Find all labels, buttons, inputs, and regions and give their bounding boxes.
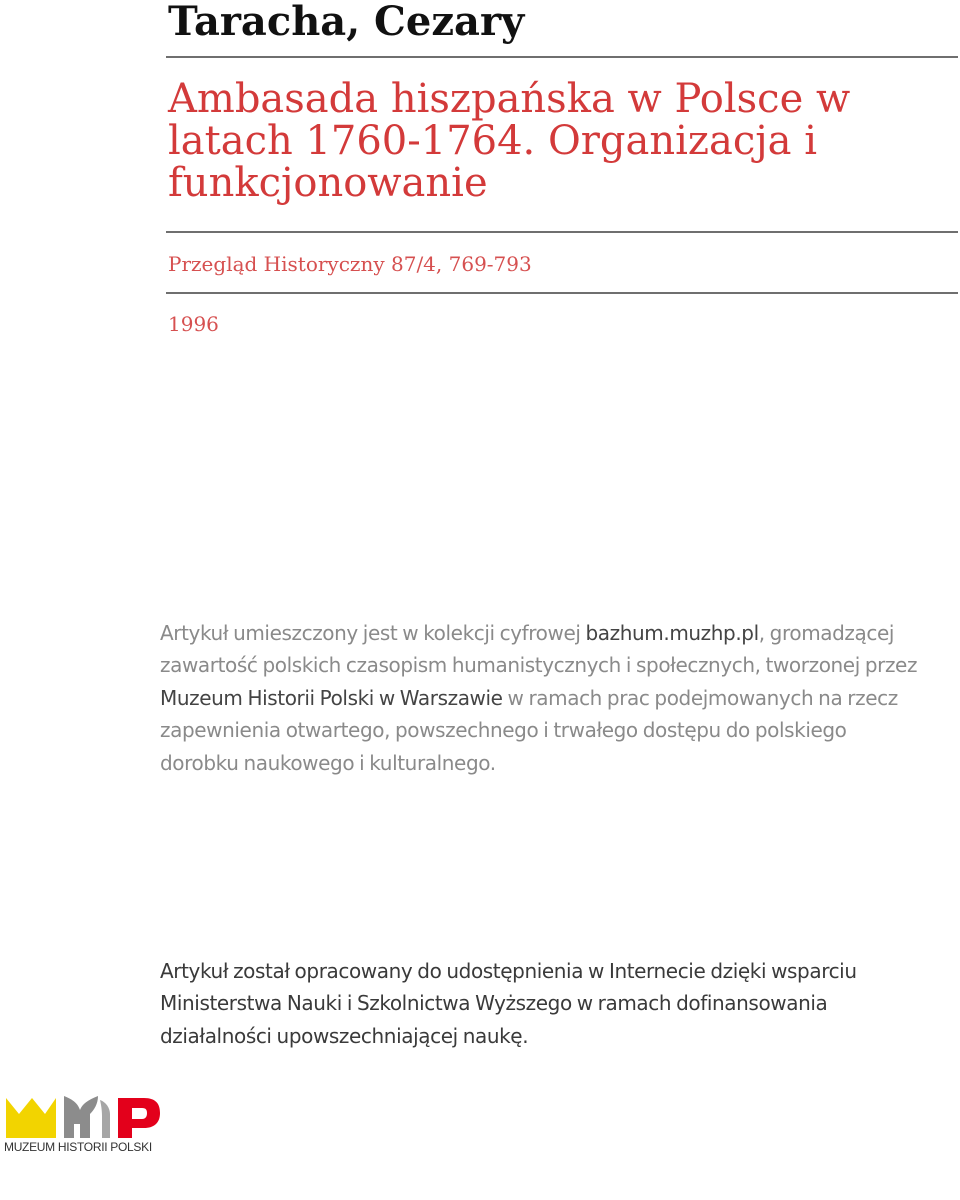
article-title: Ambasada hiszpańska w Polsce w latach 1760-1764. Organizacja i funkcjonowanie <box>168 76 851 206</box>
divider-after-source <box>166 292 958 294</box>
museum-name: Muzeum Historii Polski w Warszawie <box>160 685 503 710</box>
collection-text-1: Artykuł umieszczony jest w kolekcji cyfrowej <box>160 621 586 645</box>
collection-text-3: w ramach prac podejmowanych na rzecz zapewnienia otwartego, powszechnego i trwałego dostępu do polskiego dorobku naukowego i kulturalnego. <box>160 685 898 775</box>
collection-info-paragraph <box>160 617 920 779</box>
article-source: Przegląd Historyczny 87/4, 769-793 <box>168 252 532 276</box>
collection-text-2: , gromadzącej zawartość polskich czasopism humanistycznych i społecznych, tworzonej przez <box>160 621 918 678</box>
author-name: Taracha, Cezary <box>168 0 525 45</box>
article-year: 1996 <box>168 312 219 336</box>
funding-info-paragraph: Artykuł został opracowany do udostępnienia w Internecie dzięki wsparciu Ministerstwa Nauki i Szkolnictwa Wyższego w ramach dofinansowania działalności upowszechniającej naukę. <box>160 959 857 1048</box>
divider-after-title <box>166 231 958 233</box>
collection-link[interactable]: bazhum.muzhp.pl <box>585 621 759 645</box>
museum-logo-text: MUZEUM HISTORII POLSKI <box>4 1140 152 1154</box>
museum-logo-icon <box>6 1094 162 1140</box>
divider-top <box>166 56 958 58</box>
